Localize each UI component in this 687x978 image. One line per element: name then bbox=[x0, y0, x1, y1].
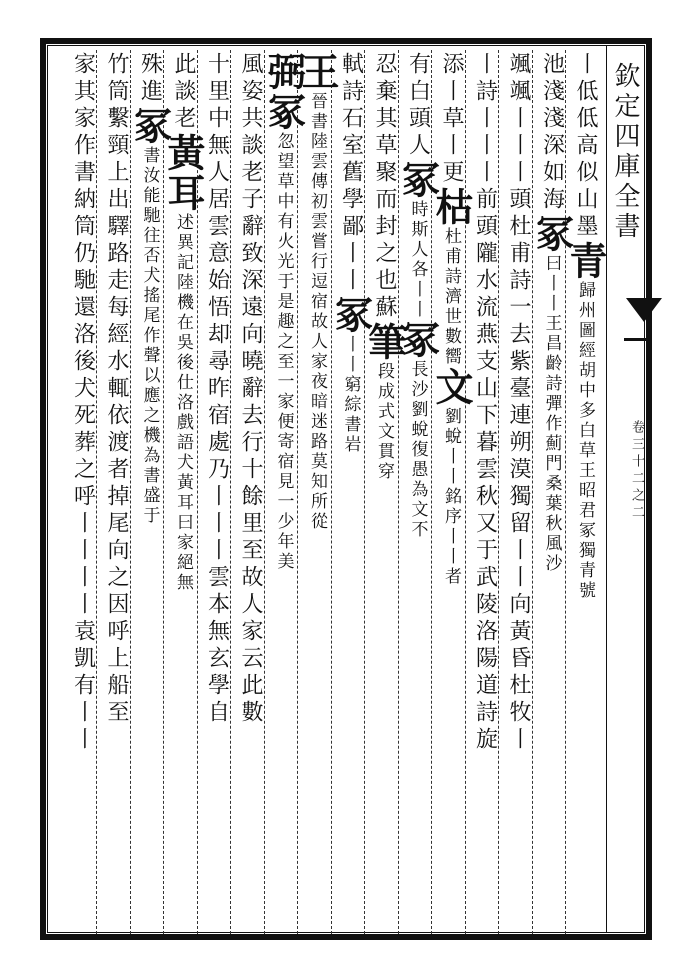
text-column-6 bbox=[395, 52, 441, 932]
text-column-13 bbox=[161, 52, 206, 932]
heading-text: 冢 bbox=[395, 160, 441, 200]
body-text: 風姿共談老子辭致深遠向曉辭去行十餘里至故人家云此數 bbox=[238, 52, 263, 727]
body-text: 十里中無人居雲意始悟却尋昨宿處乃丨丨丨雲本無玄學自 bbox=[204, 52, 230, 727]
body-text: 述異記陸機在吳後仕洛戲語犬黃耳曰家絕無 bbox=[173, 213, 193, 593]
body-text: 晉書陸雲傳初雲嘗行逗宿故人家夜暗迷路莫知所從 bbox=[307, 92, 327, 532]
text-column-4 bbox=[466, 52, 504, 932]
heading-text: 筆 bbox=[362, 322, 407, 362]
body-text: 添丨草丨更 bbox=[439, 52, 464, 187]
heading-text: 冢 bbox=[127, 106, 173, 146]
body-text: 丨詩丨丨丨前頭隴水流燕支山下暮雲秋又于武陵洛陽道詩旋 bbox=[472, 52, 498, 754]
heading-text: 文 bbox=[429, 367, 474, 407]
body-text: 劉蛻丨丨銘序丨丨者 bbox=[441, 407, 461, 587]
heading-text: 王 bbox=[295, 52, 340, 92]
text-column-15 bbox=[97, 52, 135, 932]
body-text: 家其家作書納筒仍馳還洛後犬死葬之呼丨丨丨丨袁凱有丨丨 bbox=[70, 52, 96, 754]
body-text: 有白頭人 bbox=[405, 52, 431, 160]
body-text: 忽望草中有火光于是趣之至一家便寄宿見一少年美 bbox=[273, 132, 294, 572]
body-text: 此談老 bbox=[171, 52, 196, 133]
fish-tail-line-icon bbox=[624, 338, 648, 353]
heading-text: 青 bbox=[563, 241, 608, 281]
fish-tail-ornament-icon bbox=[626, 298, 662, 322]
body-text: 殊進 bbox=[137, 52, 163, 106]
text-column-3 bbox=[499, 52, 537, 932]
body-text: 歸州圖經胡中多白草王昭君冢獨青號 bbox=[575, 281, 595, 601]
body-text: 書汝能馳往否犬搖尾作聲以應之機為書盛于 bbox=[139, 146, 160, 526]
text-column-2 bbox=[529, 52, 575, 932]
heading-text: 黃耳 bbox=[161, 133, 206, 213]
text-column-1 bbox=[563, 52, 608, 932]
body-text: 忍棄其草聚而封之也蘇 bbox=[372, 52, 397, 322]
text-column-11 bbox=[231, 52, 269, 932]
text-column-10 bbox=[261, 52, 307, 932]
text-column-9 bbox=[295, 52, 340, 932]
body-text: 長沙劉蛻復愚為文不 bbox=[407, 360, 428, 540]
body-text: 曰丨丨王昌齡詩彈作薊門桑葉秋風沙 bbox=[541, 254, 562, 574]
body-text: 竹筒繫頸上出驛路走每經水輒依渡者掉尾向之因呼上船至 bbox=[104, 52, 129, 727]
heading-text: 冢 bbox=[328, 295, 374, 335]
text-column-8 bbox=[328, 52, 374, 932]
body-text: 丨丨窮綜書岩 bbox=[340, 335, 361, 455]
body-text: 軾詩石室舊學鄙丨丨 bbox=[338, 52, 364, 295]
text-column-16 bbox=[64, 52, 102, 932]
heading-text: 枯 bbox=[429, 187, 474, 227]
body-text: 段成式文貫穿 bbox=[374, 362, 394, 482]
body-text: 丨低低高似山墨 bbox=[573, 52, 598, 241]
juan-number: 卷三十二之二 bbox=[629, 420, 644, 522]
body-text: 杜甫詩濟世數嚮 bbox=[441, 227, 461, 367]
book-title: 欽定四庫全書 bbox=[610, 62, 640, 242]
heading-text: 弼冢 bbox=[261, 52, 307, 132]
text-column-14 bbox=[127, 52, 173, 932]
heading-text: 冢 bbox=[395, 320, 441, 360]
body-text: 颯颯丨丨丨頭杜甫詩一去紫臺連朔漠獨留丨丨向黃昏杜牧丨 bbox=[506, 52, 531, 754]
body-text: 時斯人各丨丨 bbox=[407, 200, 428, 320]
text-column-7 bbox=[362, 52, 407, 932]
heading-text: 冢 bbox=[529, 214, 575, 254]
body-text: 池淺淺深如海 bbox=[539, 52, 565, 214]
